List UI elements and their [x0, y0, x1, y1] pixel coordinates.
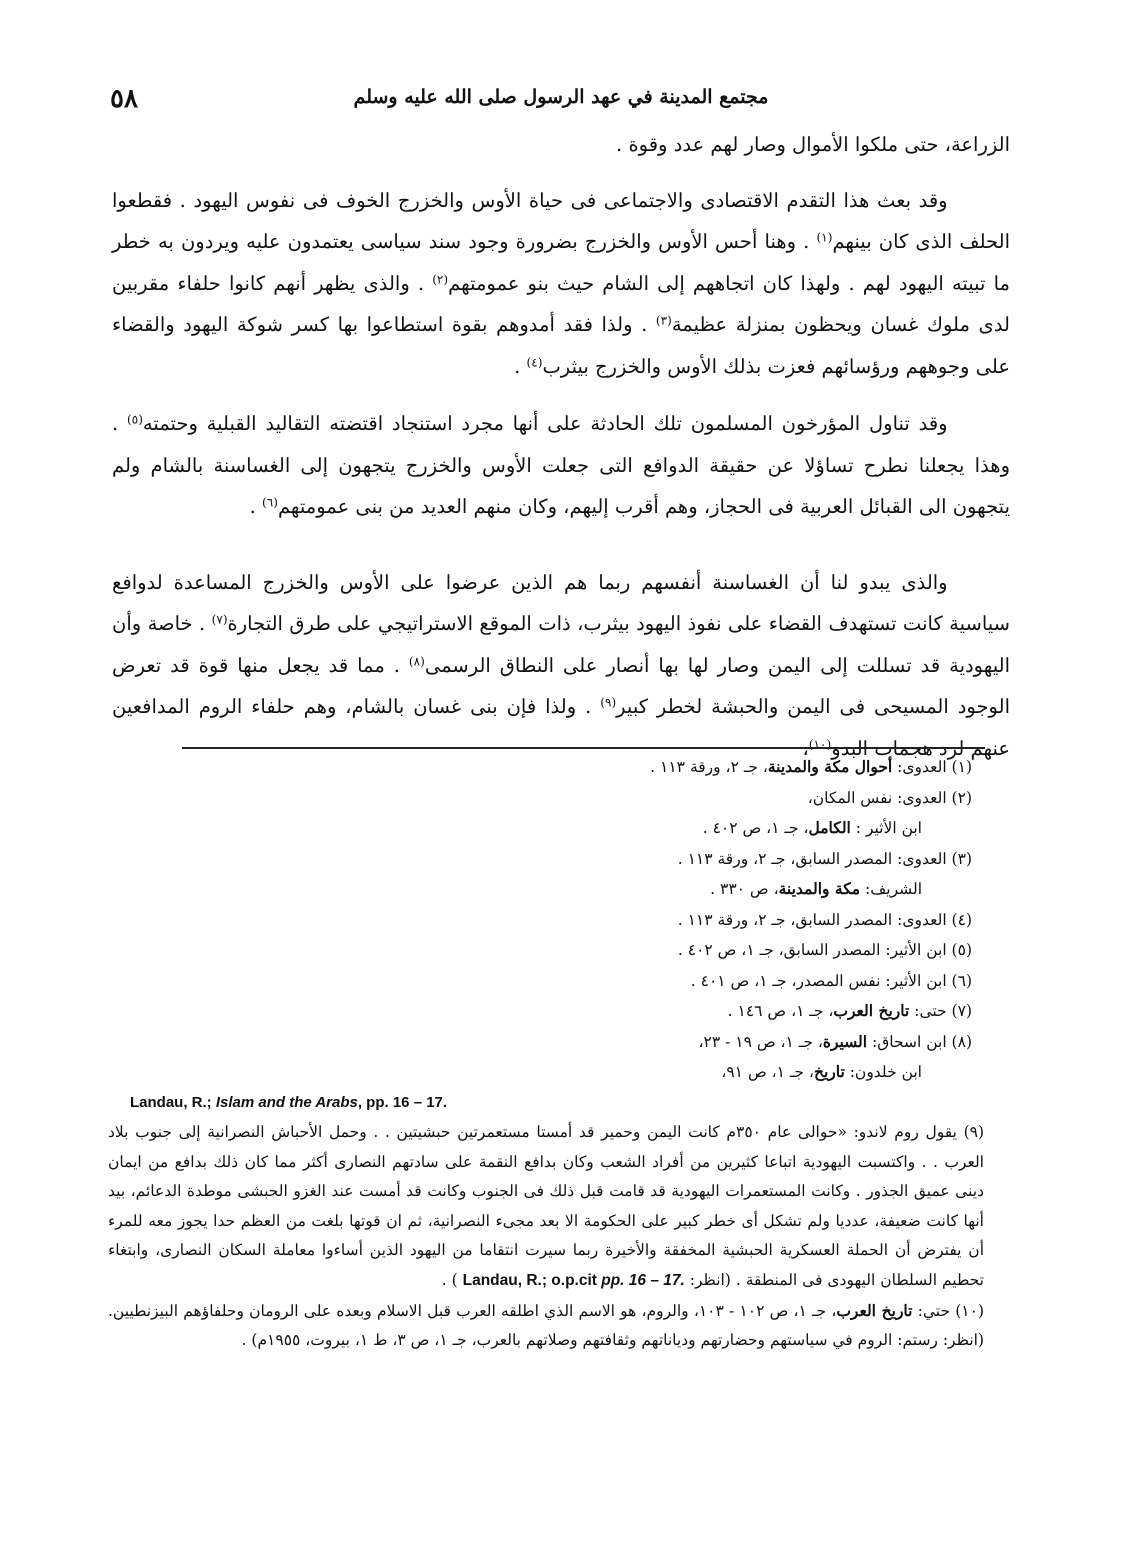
- footnote-9: (٩) يقول روم لاندو: «حوالى عام ٣٥٠م كانت اليمن وحمير قد أمستا مستعمرتين حبشيتين . . وحمل الأحباش النصرانية إلى جنوب بلاد العرب . . واكتسبت اليهودية اتباعا كثيرين من أفراد الشعب وكان بدافع النقمة على سادتهم النصارى أكثر مما كان ذلك بدافع من ايمان دينى عميق الجذور . وكانت المستعمرات اليهودية قد قامت قبل ذلك فى الجنوب وكانت قد أمست عند الغزو الحبشى موطدة الدعائم، بيد أنها كانت ضعيفة، عدديا ولم تشكل أى خطر كبير على الحكومة الا بعد مجىء النصرانية، ثم ان قوتها بلغت من العظم حدا يجوز معه للمرء أن يفترض أن الحملة العسكرية الحبشية المخفقة والأخيرة ربما سيرت انتقاما من اليهود الذين أساءوا معاملة السكان النصارى، وابتغاء تحطيم السلطان اليهودى فى المنطقة . (انظر: Landau, R.; o.p.cit pp. 16 – 17. ) .: [108, 1123, 985, 1289]
- footnote-2: (٢) العدوى: نفس المكان،: [807, 788, 972, 807]
- footnote-5: (٥) ابن الأثير: المصدر السابق، جـ ١، ص ٤٠٢ .: [677, 941, 972, 959]
- paragraph-4: [112, 562, 1010, 770]
- source-title: مكة والمدينة: [778, 879, 861, 898]
- footnote-ref[interactable]: (٥): [126, 412, 143, 427]
- footnote-ref[interactable]: (٩): [600, 695, 617, 710]
- source-title: الكامل: [808, 818, 851, 837]
- footnote-6: (٦) ابن الأثير: نفس المصدر، جـ ١، ص ٤٠١ .: [690, 971, 972, 990]
- footnote-10: (١٠) حتي: تاريخ العرب، جـ ١، ص ١٠٢ - ١٠٣، والروم، هو الاسم الذي اطلقه العرب قبل الاسلام وبعده على الرومان وحلفاؤهم البيزنطيين. (انظر: رستم: الروم في سياستهم وحضارتهم ودياناتهم وثقافتهم وصلاتهم بالعرب، جـ ١، ص ٣، ط ١، بيروت، ١٩٥٥م) .: [108, 1300, 984, 1350]
- footnote-ref[interactable]: (٣): [655, 313, 672, 328]
- page-header: [110, 84, 1012, 118]
- source-title: تاريخ العرب: [833, 1001, 910, 1020]
- paragraph-text: . والذى يظهر أنهم كانوا حلفاء مقربين لدى ملوك غسان ويحظون بمنزلة عظيمة: [112, 271, 1010, 336]
- paragraph-text: وقد تناول المؤرخون المسلمون تلك الحادثة على أنها مجرد استنجاد اقتضته التقاليد القبلية وحتمته: [142, 412, 948, 435]
- paragraph-1: [112, 124, 1010, 166]
- footnote-ref[interactable]: (٢): [432, 271, 449, 286]
- footnote-4: (٤) العدوى: المصدر السابق، جـ ٢، ورقة ١١٣ .: [677, 910, 972, 929]
- footnote-ref[interactable]: (١٠): [808, 736, 832, 751]
- paragraph-3: [112, 403, 1010, 528]
- footnote-3-cont: الشريف: مكة والمدينة، ص ٣٣٠ .: [710, 879, 922, 898]
- page-number: ٥٨: [110, 84, 138, 114]
- footnotes-long: [108, 1118, 984, 1356]
- paragraph-text: وقد بعث هذا التقدم الاقتصادى والاجتماعى فى حياة الأوس والخزرج الخوف فى نفوس اليهود . فقطعوا الحلف الذى كان بينهم: [112, 188, 1011, 253]
- paragraph-text: . ولذا فإن بنى غسان بالشام، وهم حلفاء الروم المدافعين عنهم لرد هجمات البدو: [112, 695, 1010, 760]
- footnote-1: (١) العدوى: أحوال مكة والمدينة، جـ ٢، ورقة ١١٣ .: [650, 757, 972, 776]
- source-title: السيرة: [822, 1031, 868, 1051]
- running-title: مجتمع المدينة في عهد الرسول صلى الله عليه وسلم: [353, 86, 769, 108]
- footnote-ref[interactable]: (١): [816, 230, 833, 245]
- footnote-ref[interactable]: (٦): [262, 495, 278, 510]
- paragraph-2: [112, 180, 1010, 388]
- body-text: [112, 124, 1010, 769]
- paragraph-text: ،: [802, 736, 809, 760]
- paragraph-text: . خاصة وأن اليهودية قد تسللت إلى اليمن وصار لها بها أنصار على النطاق الرسمى: [112, 612, 1010, 677]
- footnote-ref[interactable]: (٨): [408, 653, 425, 668]
- source-title: أحوال مكة والمدينة: [767, 757, 893, 776]
- footnote-ref[interactable]: (٤): [526, 354, 543, 369]
- paragraph-text: . مما قد يجعل منها قوة قد تعرض الوجود المسيحى فى اليمن والحبشة لخطر كبير: [112, 653, 1010, 718]
- source-title: تاريخ العرب: [836, 1300, 913, 1320]
- source-title: تاريخ: [813, 1062, 845, 1081]
- footnote-8-latin: Landau, R.; Islam and the Arabs, pp. 16 – 17.: [130, 1093, 448, 1111]
- footnote-2-cont: ابن الأثير : الكامل، جـ ١، ص ٤٠٢ .: [702, 818, 922, 837]
- footnote-ref[interactable]: (٧): [211, 612, 228, 627]
- paragraph-text: . وهذا يجعلنا نطرح تساؤلا عن حقيقة الدوافع التى جعلت الأوس والخزرج يتجهون إلى الغساسنة بالشام ولم يتجهون الى القبائل العربية فى الحجاز، وهم أقرب إليهم، وكان منهم العديد من بنى عمومتهم: [112, 412, 1010, 518]
- paragraph-text: الزراعة، حتى ملكوا الأموال وصار لهم عدد وقوة .: [616, 133, 1010, 156]
- paragraph-text: . ولذا فقد أمدوهم بقوة استطاعوا بها كسر شوكة اليهود والقضاء على وجوههم ورؤسائهم فعزت بذلك الأوس والخزرج بيثرب: [112, 313, 1010, 378]
- footnote-7: (٧) حتى: تاريخ العرب، جـ ١، ص ١٤٦ .: [727, 1001, 972, 1020]
- footnote-8: (٨) ابن اسحاق: السيرة، جـ ١، ص ١٩ - ٢٣،: [698, 1031, 972, 1051]
- footnote-3: (٣) العدوى: المصدر السابق، جـ ٢، ورقة ١١٣ .: [677, 849, 972, 868]
- paragraph-text: .: [514, 354, 527, 378]
- paragraph-text: .: [249, 495, 262, 518]
- footnote-8-cont: ابن خلدون: تاريخ، جـ ١، ص ٩١،: [721, 1062, 922, 1081]
- source-title: Islam and the Arabs: [215, 1093, 358, 1111]
- paragraph-text: . وهنا أحس الأوس والخزرج بضرورة وجود سند سياسى يعتمدون عليه ويردون به خطر ما تبيته اليهود لهم . ولهذا كان اتجاههم إلى الشام حيث بنو عمومتهم: [112, 230, 1010, 295]
- footnote-separator: [182, 747, 985, 749]
- paragraph-text: والذى يبدو لنا أن الغساسنة أنفسهم ربما هم الذين عرضوا على الأوس والخزرج المساعدة لدوافع سياسية كانت تستهدف القضاء على نفوذ اليهود بيثرب، ذات الموقع الاستراتيجي على طرق التجارة: [112, 570, 1010, 635]
- footnotes-short: [120, 752, 972, 1118]
